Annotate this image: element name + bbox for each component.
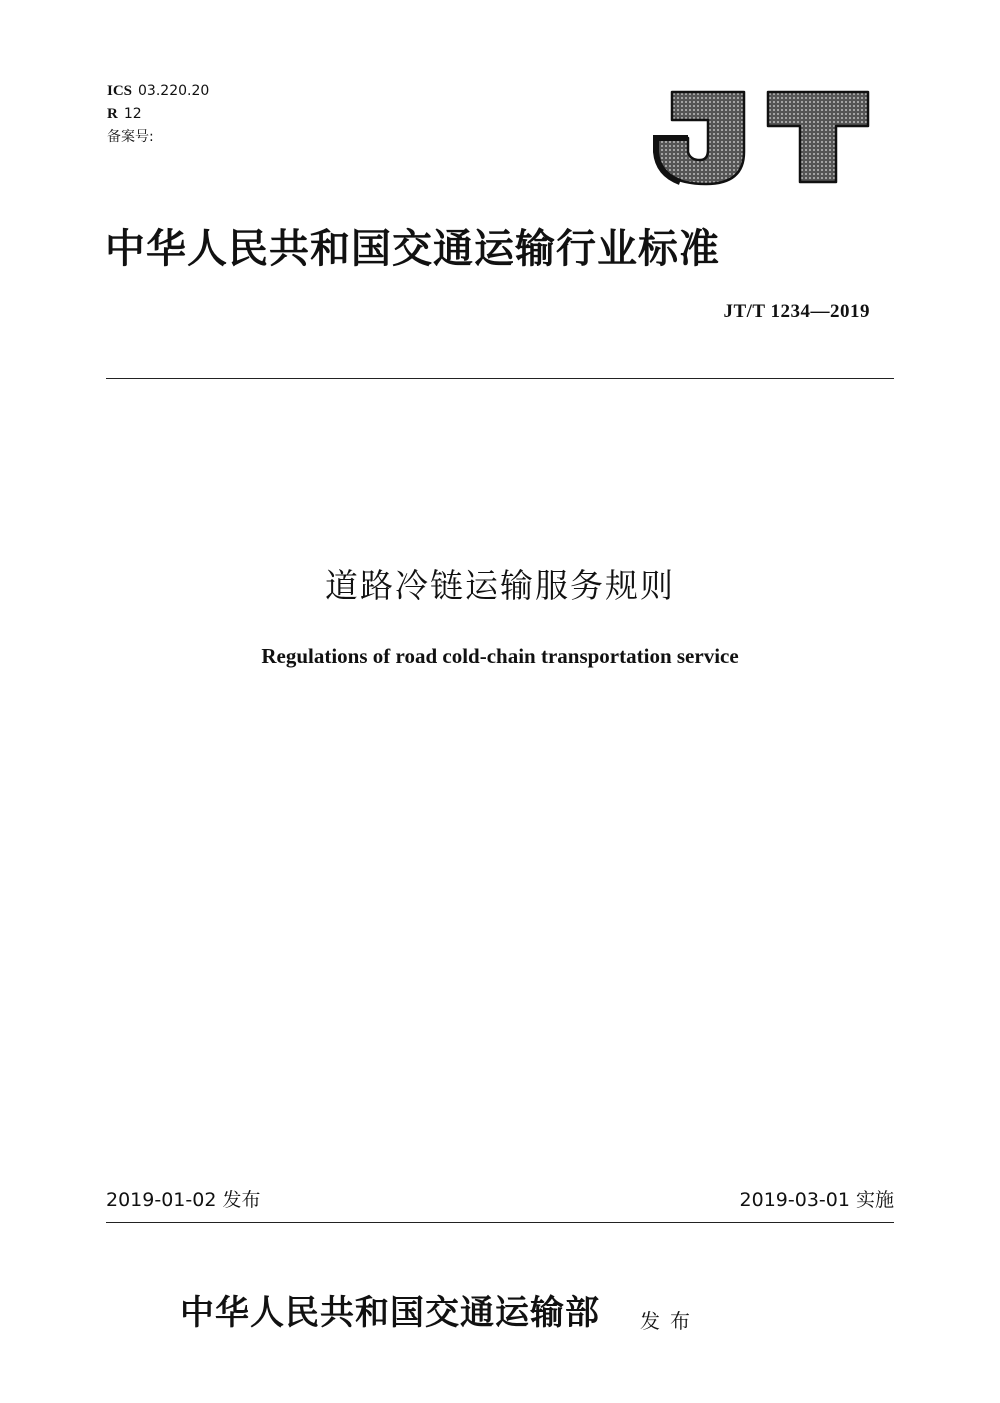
header-divider [106,378,894,379]
jt-logo [640,80,890,190]
publisher-row [180,1285,700,1334]
footer-divider [106,1222,894,1223]
record-number-line [107,126,209,149]
document-title-cn: 道路冷链运输服务规则 [325,566,675,605]
effective-date: 2019-03-01 实施 [739,1189,894,1211]
ccs-line [107,103,209,126]
ics-code: 03.220.20 [138,83,210,99]
issue-date: 2019-01-02 发布 [106,1189,261,1211]
publisher-name: 中华人民共和国交通运输部 [180,1293,600,1333]
ccs-code: 12 [123,106,142,122]
jt-logo-text: JT [640,80,641,81]
industry-standard-title: 中华人民共和国交通运输行业标准 [105,225,720,272]
ics-line [107,80,209,103]
classification-block [107,80,209,149]
record-number-label: 备案号: [107,129,154,145]
publish-label: 发布 [640,1309,700,1333]
standard-number: JT/T 1234—2019 [723,301,870,322]
document-title-en: Regulations of road cold-chain transportation service [261,644,739,668]
ics-label: ICS [107,83,133,99]
ccs-label: R [107,106,118,122]
